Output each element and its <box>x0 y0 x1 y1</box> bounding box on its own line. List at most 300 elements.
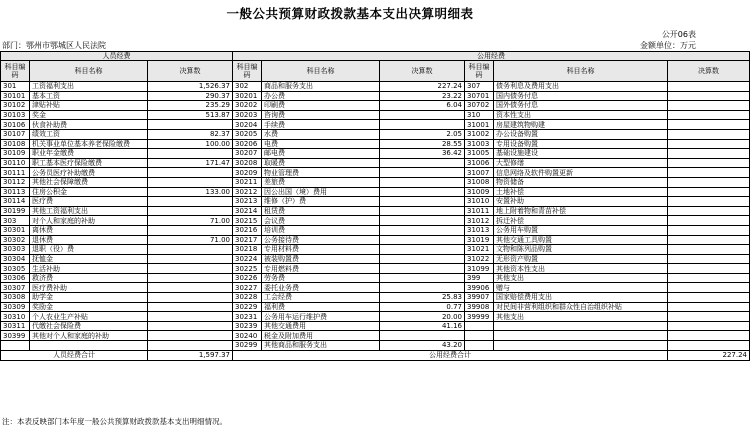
name-cell: 取暖费 <box>262 158 380 168</box>
amount-cell: 20.00 <box>380 312 465 322</box>
amount-header: 决算数 <box>148 61 233 82</box>
table-row <box>1 129 750 139</box>
code-cell: 39907 <box>465 293 494 303</box>
amount-cell <box>380 197 465 207</box>
table-row <box>1 216 750 226</box>
name-cell: 其他社会保障缴费 <box>30 177 148 187</box>
amount-cell <box>148 283 233 293</box>
name-cell <box>494 321 668 331</box>
table-row <box>1 91 750 101</box>
name-cell: 邮电费 <box>262 149 380 159</box>
code-cell: 30214 <box>233 206 262 216</box>
name-cell: 债务利息及费用支出 <box>494 82 668 92</box>
code-cell: 310 <box>465 110 494 120</box>
name-cell: 对个人和家庭的补助 <box>30 216 148 226</box>
table-row <box>1 283 750 293</box>
code-cell: 39906 <box>465 283 494 293</box>
amount-cell <box>380 158 465 168</box>
amount-cell <box>668 187 750 197</box>
code-cell: 307 <box>465 82 494 92</box>
name-cell: 差旅费 <box>262 177 380 187</box>
name-cell: 生活补助 <box>30 264 148 274</box>
amount-cell <box>380 206 465 216</box>
public-total-label: 公用经费合计 <box>233 350 668 360</box>
code-cell: 30217 <box>233 235 262 245</box>
code-cell: 30215 <box>233 216 262 226</box>
code-cell: 30239 <box>233 321 262 331</box>
amount-cell: 1,526.37 <box>148 82 233 92</box>
name-cell: 国内债务付息 <box>494 91 668 101</box>
amount-cell: 71.00 <box>148 216 233 226</box>
code-cell: 30702 <box>465 101 494 111</box>
code-cell: 30308 <box>1 293 30 303</box>
amount-cell <box>380 264 465 274</box>
amount-cell <box>148 225 233 235</box>
name-cell: 劳务费 <box>262 273 380 283</box>
code-header: 科目编码 <box>233 61 262 82</box>
code-cell: 30301 <box>1 225 30 235</box>
code-cell: 30229 <box>233 302 262 312</box>
code-cell: 30212 <box>233 187 262 197</box>
name-cell: 税金及附加费用 <box>262 331 380 341</box>
name-cell: 咨询费 <box>262 110 380 120</box>
name-cell: 物业管理费 <box>262 168 380 178</box>
amount-cell <box>148 293 233 303</box>
name-cell: 工资福利支出 <box>30 82 148 92</box>
table-row <box>1 158 750 168</box>
code-cell: 301 <box>1 82 30 92</box>
table-row <box>1 254 750 264</box>
amount-cell <box>668 312 750 322</box>
amount-cell <box>668 139 750 149</box>
name-cell: 安置补助 <box>494 197 668 207</box>
name-cell: 赠与 <box>494 283 668 293</box>
name-cell: 伙食补助费 <box>30 120 148 130</box>
name-cell: 代缴社会保险费 <box>30 321 148 331</box>
amount-cell <box>380 254 465 264</box>
name-cell: 个人农业生产补贴 <box>30 312 148 322</box>
name-cell: 专用材料费 <box>262 245 380 255</box>
code-cell: 30107 <box>1 129 30 139</box>
personnel-total-value: 1,597.37 <box>148 350 233 360</box>
name-cell: 其他支出 <box>494 312 668 322</box>
code-cell: 303 <box>1 216 30 226</box>
amount-cell <box>668 254 750 264</box>
code-cell: 30227 <box>233 283 262 293</box>
name-cell: 对民间非营利组织和群众性自治组织补贴 <box>494 302 668 312</box>
name-cell: 福利费 <box>262 302 380 312</box>
amount-cell <box>668 158 750 168</box>
amount-cell: 82.37 <box>148 129 233 139</box>
name-cell: 因公出国（境）费用 <box>262 187 380 197</box>
amount-cell: 0.77 <box>380 302 465 312</box>
name-cell: 住房公积金 <box>30 187 148 197</box>
code-cell: 31002 <box>465 129 494 139</box>
code-cell: 399 <box>465 273 494 283</box>
code-cell: 30201 <box>233 91 262 101</box>
code-cell: 30309 <box>1 302 30 312</box>
code-cell: 30226 <box>233 273 262 283</box>
unit-label: 金额单位：万元 <box>640 41 696 50</box>
table-row <box>1 331 750 341</box>
amount-cell: 235.29 <box>148 101 233 111</box>
code-cell: 30203 <box>233 110 262 120</box>
code-cell: 31010 <box>465 197 494 207</box>
amount-cell: 513.87 <box>148 110 233 120</box>
amount-cell <box>668 206 750 216</box>
personnel-group-header: 人员经费 <box>1 52 233 61</box>
name-cell: 房屋建筑物购建 <box>494 120 668 130</box>
code-cell: 30113 <box>1 187 30 197</box>
table-row <box>1 341 750 351</box>
code-cell: 30112 <box>1 177 30 187</box>
code-cell: 30311 <box>1 321 30 331</box>
code-cell: 30110 <box>1 158 30 168</box>
name-cell: 其他对个人和家庭的补助 <box>30 331 148 341</box>
amount-cell <box>668 120 750 130</box>
name-cell: 租赁费 <box>262 206 380 216</box>
name-cell: 退职（役）费 <box>30 245 148 255</box>
name-cell: 大型修缮 <box>494 158 668 168</box>
name-header: 科目名称 <box>494 61 668 82</box>
code-cell: 31022 <box>465 254 494 264</box>
code-cell: 30302 <box>1 235 30 245</box>
code-cell: 31099 <box>465 264 494 274</box>
code-cell: 30228 <box>233 293 262 303</box>
amount-cell <box>380 187 465 197</box>
code-cell: 31003 <box>465 139 494 149</box>
code-cell: 30109 <box>1 149 30 159</box>
amount-cell <box>148 273 233 283</box>
amount-cell: 2.05 <box>380 129 465 139</box>
code-cell: 30216 <box>233 225 262 235</box>
name-cell: 基础设施建设 <box>494 149 668 159</box>
name-cell: 信息网络及软件购置更新 <box>494 168 668 178</box>
name-cell: 文物和陈列品购置 <box>494 245 668 255</box>
name-cell: 维修（护）费 <box>262 197 380 207</box>
amount-cell <box>380 177 465 187</box>
name-cell: 助学金 <box>30 293 148 303</box>
department-label: 部门：鄂州市鄂城区人民法院 <box>2 41 106 50</box>
name-cell: 其他商品和服务支出 <box>262 341 380 351</box>
name-cell <box>494 341 668 351</box>
name-cell: 医疗费补助 <box>30 283 148 293</box>
amount-header: 决算数 <box>380 61 465 82</box>
amount-cell <box>668 283 750 293</box>
table-row <box>1 225 750 235</box>
code-cell: 31021 <box>465 245 494 255</box>
amount-cell: 133.00 <box>148 187 233 197</box>
amount-cell <box>380 120 465 130</box>
amount-cell <box>148 120 233 130</box>
amount-cell <box>148 302 233 312</box>
code-cell <box>465 331 494 341</box>
name-cell: 拆迁补偿 <box>494 216 668 226</box>
table-row <box>1 206 750 216</box>
amount-cell <box>668 321 750 331</box>
table-row <box>1 264 750 274</box>
name-cell: 奖励金 <box>30 302 148 312</box>
code-cell: 30305 <box>1 264 30 274</box>
amount-cell <box>668 82 750 92</box>
name-cell: 专用设备购置 <box>494 139 668 149</box>
amount-cell <box>148 149 233 159</box>
table-row <box>1 197 750 207</box>
amount-cell <box>380 168 465 178</box>
code-cell: 30304 <box>1 254 30 264</box>
name-cell: 其他工资福利支出 <box>30 206 148 216</box>
code-cell: 30310 <box>1 312 30 322</box>
code-cell: 30103 <box>1 110 30 120</box>
amount-cell <box>380 235 465 245</box>
code-cell: 30213 <box>233 197 262 207</box>
name-cell: 专用燃料费 <box>262 264 380 274</box>
code-cell: 39908 <box>465 302 494 312</box>
code-cell: 30303 <box>1 245 30 255</box>
amount-header: 决算数 <box>668 61 750 82</box>
amount-cell <box>148 321 233 331</box>
amount-cell <box>668 331 750 341</box>
code-cell: 30106 <box>1 120 30 130</box>
table-row <box>1 101 750 111</box>
name-cell: 救济费 <box>30 273 148 283</box>
public-group-header: 公用经费 <box>233 52 750 61</box>
name-cell: 印刷费 <box>262 101 380 111</box>
name-cell <box>494 331 668 341</box>
amount-cell <box>148 331 233 341</box>
name-cell: 机关事业单位基本养老保险缴费 <box>30 139 148 149</box>
code-cell: 31012 <box>465 216 494 226</box>
name-cell: 退休费 <box>30 235 148 245</box>
code-cell: 31013 <box>465 225 494 235</box>
personnel-total-label: 人员经费合计 <box>1 350 148 360</box>
amount-cell <box>380 283 465 293</box>
code-cell: 30701 <box>465 91 494 101</box>
amount-cell <box>668 245 750 255</box>
code-cell: 39999 <box>465 312 494 322</box>
table-row <box>1 312 750 322</box>
name-cell: 公务用车运行维护费 <box>262 312 380 322</box>
name-cell: 绩效工资 <box>30 129 148 139</box>
name-cell: 资本性支出 <box>494 110 668 120</box>
amount-cell <box>148 245 233 255</box>
code-cell: 30299 <box>233 341 262 351</box>
amount-cell <box>668 149 750 159</box>
name-header: 科目名称 <box>30 61 148 82</box>
code-cell: 31006 <box>465 158 494 168</box>
table-row <box>1 82 750 92</box>
code-cell: 30208 <box>233 158 262 168</box>
amount-cell <box>380 331 465 341</box>
code-header: 科目编码 <box>465 61 494 82</box>
code-cell: 302 <box>233 82 262 92</box>
code-cell <box>465 341 494 351</box>
name-cell: 津贴补贴 <box>30 101 148 111</box>
amount-cell <box>148 254 233 264</box>
code-cell: 30102 <box>1 101 30 111</box>
amount-cell: 43.20 <box>380 341 465 351</box>
code-cell: 30101 <box>1 91 30 101</box>
amount-cell <box>148 206 233 216</box>
amount-cell <box>380 110 465 120</box>
code-cell: 31009 <box>465 187 494 197</box>
amount-cell <box>148 341 233 351</box>
table-row <box>1 187 750 197</box>
amount-cell <box>668 197 750 207</box>
name-cell: 医疗费 <box>30 197 148 207</box>
amount-cell <box>148 312 233 322</box>
name-cell <box>30 341 148 351</box>
amount-cell <box>668 302 750 312</box>
code-cell: 30240 <box>233 331 262 341</box>
amount-cell <box>668 168 750 178</box>
amount-cell <box>148 197 233 207</box>
form-number: 公开06表 <box>661 30 696 39</box>
name-cell: 基本工资 <box>30 91 148 101</box>
code-cell: 30207 <box>233 149 262 159</box>
amount-cell: 28.55 <box>380 139 465 149</box>
footnote: 注：本表反映部门本年度一般公共预算财政拨款基本支出明细情况。 <box>2 417 227 426</box>
code-cell: 30209 <box>233 168 262 178</box>
code-header: 科目编码 <box>1 61 30 82</box>
amount-cell <box>668 225 750 235</box>
code-cell: 30205 <box>233 129 262 139</box>
code-cell: 31008 <box>465 177 494 187</box>
table-row <box>1 302 750 312</box>
amount-cell: 23.22 <box>380 91 465 101</box>
code-cell: 30206 <box>233 139 262 149</box>
name-cell: 其他支出 <box>494 273 668 283</box>
name-cell: 国外债务付息 <box>494 101 668 111</box>
amount-cell <box>148 264 233 274</box>
amount-cell <box>148 177 233 187</box>
amount-cell: 6.04 <box>380 101 465 111</box>
name-cell: 水费 <box>262 129 380 139</box>
amount-cell: 36.42 <box>380 149 465 159</box>
name-header: 科目名称 <box>262 61 380 82</box>
name-cell: 土地补偿 <box>494 187 668 197</box>
name-cell: 国家赔偿费用支出 <box>494 293 668 303</box>
code-cell: 30218 <box>233 245 262 255</box>
code-cell: 30199 <box>1 206 30 216</box>
name-cell: 无形资产购置 <box>494 254 668 264</box>
table-row <box>1 149 750 159</box>
name-cell: 物资储备 <box>494 177 668 187</box>
name-cell: 会议费 <box>262 216 380 226</box>
amount-cell <box>380 245 465 255</box>
name-cell: 工会经费 <box>262 293 380 303</box>
name-cell: 培训费 <box>262 225 380 235</box>
code-cell <box>465 321 494 331</box>
table-row <box>1 293 750 303</box>
name-cell: 职工基本医疗保险缴费 <box>30 158 148 168</box>
code-cell: 31011 <box>465 206 494 216</box>
table-row <box>1 139 750 149</box>
name-cell: 委托业务费 <box>262 283 380 293</box>
amount-cell <box>668 129 750 139</box>
table-row <box>1 177 750 187</box>
amount-cell: 171.47 <box>148 158 233 168</box>
expenditure-table <box>0 51 750 361</box>
amount-cell <box>380 273 465 283</box>
table-row <box>1 120 750 130</box>
table-row <box>1 245 750 255</box>
code-cell: 30111 <box>1 168 30 178</box>
code-cell: 30399 <box>1 331 30 341</box>
code-cell: 30108 <box>1 139 30 149</box>
name-cell: 公务用车购置 <box>494 225 668 235</box>
name-cell: 商品和服务支出 <box>262 82 380 92</box>
amount-cell <box>380 216 465 226</box>
name-cell: 公务员医疗补助缴费 <box>30 168 148 178</box>
code-cell: 31005 <box>465 149 494 159</box>
amount-cell: 25.83 <box>380 293 465 303</box>
name-cell: 手续费 <box>262 120 380 130</box>
name-cell: 职业年金缴费 <box>30 149 148 159</box>
code-cell: 30231 <box>233 312 262 322</box>
name-cell: 电费 <box>262 139 380 149</box>
code-cell: 30114 <box>1 197 30 207</box>
amount-cell <box>380 225 465 235</box>
code-cell: 30306 <box>1 273 30 283</box>
name-cell: 其他资本性支出 <box>494 264 668 274</box>
table-row <box>1 168 750 178</box>
table-row <box>1 321 750 331</box>
amount-cell: 100.00 <box>148 139 233 149</box>
amount-cell <box>668 101 750 111</box>
name-cell: 地上附着物和青苗补偿 <box>494 206 668 216</box>
amount-cell: 290.37 <box>148 91 233 101</box>
name-cell: 被装购置费 <box>262 254 380 264</box>
amount-cell <box>668 110 750 120</box>
code-cell: 30224 <box>233 254 262 264</box>
code-cell <box>1 341 30 351</box>
name-cell: 其他交通工具购置 <box>494 235 668 245</box>
name-cell: 奖金 <box>30 110 148 120</box>
amount-cell <box>668 293 750 303</box>
amount-cell <box>668 341 750 351</box>
name-cell: 离休费 <box>30 225 148 235</box>
name-cell: 办公设备购置 <box>494 129 668 139</box>
code-cell: 30204 <box>233 120 262 130</box>
code-cell: 31007 <box>465 168 494 178</box>
code-cell: 30202 <box>233 101 262 111</box>
name-cell: 办公费 <box>262 91 380 101</box>
table-row <box>1 110 750 120</box>
amount-cell: 227.24 <box>380 82 465 92</box>
code-cell: 30307 <box>1 283 30 293</box>
name-cell: 公务接待费 <box>262 235 380 245</box>
name-cell: 抚恤金 <box>30 254 148 264</box>
name-cell: 其他交通费用 <box>262 321 380 331</box>
amount-cell <box>668 91 750 101</box>
amount-cell: 41.16 <box>380 321 465 331</box>
table-body <box>1 82 750 351</box>
amount-cell <box>668 235 750 245</box>
code-cell: 31019 <box>465 235 494 245</box>
amount-cell <box>668 273 750 283</box>
code-cell: 30225 <box>233 264 262 274</box>
code-cell: 30211 <box>233 177 262 187</box>
page-title: 一般公共预算财政拨款基本支出决算明细表 <box>226 6 474 21</box>
amount-cell <box>148 168 233 178</box>
amount-cell <box>668 216 750 226</box>
code-cell: 31001 <box>465 120 494 130</box>
public-total-value: 227.24 <box>668 350 750 360</box>
amount-cell: 71.00 <box>148 235 233 245</box>
table-row <box>1 273 750 283</box>
table-row <box>1 235 750 245</box>
